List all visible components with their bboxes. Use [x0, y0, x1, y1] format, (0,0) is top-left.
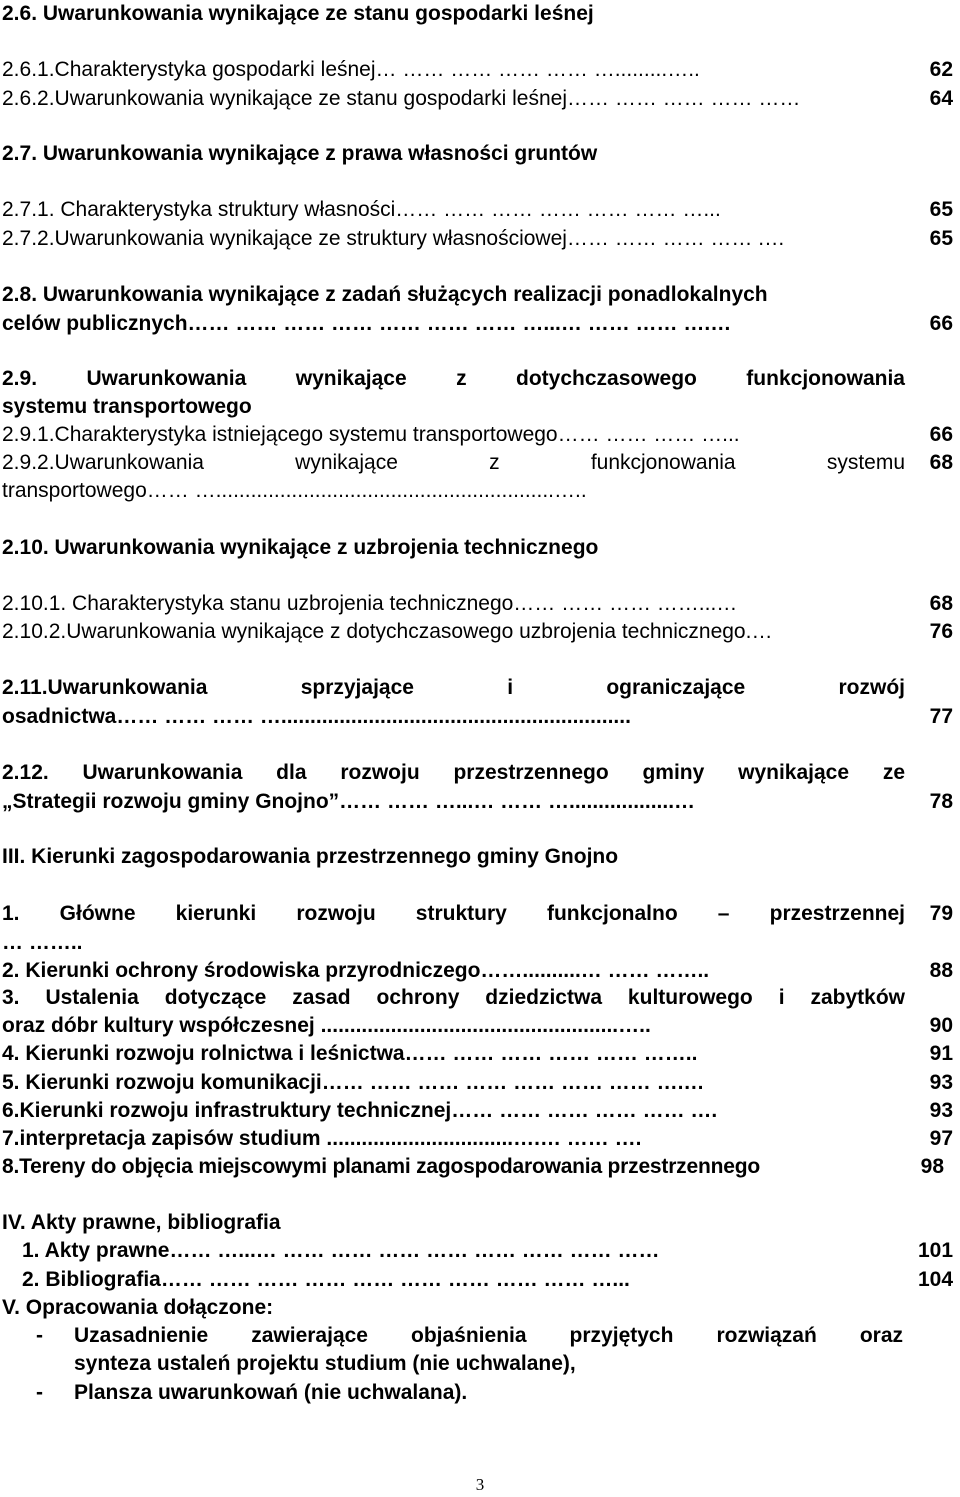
toc-page-III-5: 93	[929, 1071, 953, 1094]
heading-2-8-cont: celów publicznych…… …… …… …… …… …… …… …...… …… …… ….…	[2, 312, 732, 335]
toc-page-III-4: 91	[929, 1042, 953, 1065]
toc-entry-III-2: 2. Kierunki ochrony środowiska przyrodniczego……..........… …… ……..	[2, 959, 710, 982]
toc-entry-2-9-1: 2.9.1.Charakterystyka istniejącego systemu transportowego…… …… …… …...	[2, 423, 740, 446]
heading-2-12-cont: „Strategii rozwoju gminy Gnojno”…… …… …...… …… …..................…	[2, 790, 696, 813]
heading-2-12: 2.12. Uwarunkowania dla rozwoju przestrzennego gminy wynikające ze	[2, 761, 905, 784]
toc-entry-III-3-cont: oraz dóbr kultury współczesnej ...................................................…..	[2, 1014, 651, 1037]
page-number: 3	[475, 1475, 485, 1494]
toc-entry-2-10-2: 2.10.2.Uwarunkowania wynikające z dotychczasowego uzbrojenia technicznego.…	[2, 620, 773, 643]
toc-page-2-9-1: 66	[929, 423, 953, 446]
toc-entry-III-3: 3. Ustalenia dotyczące zasad ochrony dziedzictwa kulturowego i zabytków	[2, 986, 905, 1009]
toc-page-IV-2: 104	[918, 1268, 954, 1291]
list-bullet-dash: -	[36, 1324, 43, 1347]
heading-2-9-cont: systemu transportowego	[2, 395, 252, 418]
toc-page-2-7-2: 65	[929, 227, 953, 250]
toc-entry-IV-1: 1. Akty prawne…… …...… …… …… …… …… …… …… …… ……	[22, 1239, 660, 1262]
toc-page-III-8: 98	[920, 1155, 944, 1178]
toc-page-III-2: 88	[929, 959, 953, 982]
heading-2-11-cont: osadnictwa…… …… …… …............................................................	[2, 705, 631, 728]
toc-entry-III-6: 6.Kierunki rozwoju infrastruktury technicznej…… …… …… …… …… ….	[2, 1099, 718, 1122]
list-item-uzasadnienie-cont: synteza ustaleń projektu studium (nie uchwalane),	[74, 1352, 576, 1375]
toc-page-2-7-1: 65	[929, 198, 953, 221]
toc-page-IV-1: 101	[918, 1239, 954, 1262]
toc-entry-III-7: 7.interpretacja zapisów studium ................................….… …… ….	[2, 1127, 642, 1150]
toc-entry-2-6-2: 2.6.2.Uwarunkowania wynikające ze stanu gospodarki leśnej…… …… …… …… ……	[2, 87, 801, 110]
toc-entry-III-5: 5. Kierunki rozwoju komunikacji…… …… …… …… …… …… …… ….…	[2, 1071, 705, 1094]
toc-page-2-11: 77	[929, 705, 953, 728]
toc-page-2-6-1: 62	[929, 58, 953, 81]
heading-III: III. Kierunki zagospodarowania przestrzennego gminy Gnojno	[2, 845, 619, 868]
toc-entry-2-9-2-cont: transportowego…… …..........................................................…..	[2, 479, 587, 502]
heading-2-8: 2.8. Uwarunkowania wynikające z zadań służących realizacji ponadlokalnych	[2, 283, 768, 306]
toc-page-2-10-1: 68	[929, 592, 953, 615]
heading-2-7: 2.7. Uwarunkowania wynikające z prawa własności gruntów	[2, 142, 598, 165]
heading-V: V. Opracowania dołączone:	[2, 1296, 274, 1319]
toc-page-III-1: 79	[929, 902, 953, 925]
toc-page-2-9-2: 68	[929, 451, 953, 474]
toc-entry-III-1: 1. Główne kierunki rozwoju struktury funkcjonalno – przestrzennej	[2, 902, 905, 925]
heading-2-11: 2.11.Uwarunkowania sprzyjające i ograniczające rozwój	[2, 676, 905, 699]
toc-entry-2-10-1: 2.10.1. Charakterystyka stanu uzbrojenia technicznego…… …… …… ……...…	[2, 592, 738, 615]
heading-2-6: 2.6. Uwarunkowania wynikające ze stanu gospodarki leśnej	[2, 2, 594, 25]
toc-page-2-8: 66	[929, 312, 953, 335]
toc-page-2-12: 78	[929, 790, 953, 813]
toc-entry-2-6-1: 2.6.1.Charakterystyka gospodarki leśnej… …… …… …… …… ….........…..	[2, 58, 700, 81]
toc-page-2-10-2: 76	[929, 620, 953, 643]
list-item-plansza: Plansza uwarunkowań (nie uchwalana).	[74, 1381, 468, 1404]
toc-page-III-3: 90	[929, 1014, 953, 1037]
toc-page-III-6: 93	[929, 1099, 953, 1122]
heading-2-10: 2.10. Uwarunkowania wynikające z uzbrojenia technicznego	[2, 536, 599, 559]
list-bullet-dash: -	[36, 1381, 43, 1404]
toc-entry-III-8: 8.Tereny do objęcia miejscowymi planami zagospodarowania przestrzennego	[2, 1155, 760, 1178]
toc-page-2-6-2: 64	[929, 87, 953, 110]
toc-entry-2-7-1: 2.7.1. Charakterystyka struktury własności…… …… …… …… …… …… …...	[2, 198, 721, 221]
toc-page-III-7: 97	[929, 1127, 953, 1150]
toc-entry-2-7-2: 2.7.2.Uwarunkowania wynikające ze struktury własnościowej…… …… …… …… .…	[2, 227, 786, 250]
list-item-uzasadnienie: Uzasadnienie zawierające objaśnienia przyjętych rozwiązań oraz	[74, 1324, 903, 1347]
heading-IV: IV. Akty prawne, bibliografia	[2, 1211, 281, 1234]
toc-entry-IV-2: 2. Bibliografia…… …… …… …… …… …… …… …… …… …...	[22, 1268, 630, 1291]
heading-2-9: 2.9. Uwarunkowania wynikające z dotychczasowego funkcjonowania	[2, 367, 905, 390]
toc-entry-III-1-cont: … ……..	[2, 931, 83, 954]
toc-entry-III-4: 4. Kierunki rozwoju rolnictwa i leśnictwa…… …… …… …… …… ……..	[2, 1042, 698, 1065]
toc-entry-2-9-2: 2.9.2.Uwarunkowania wynikające z funkcjonowania systemu	[2, 451, 905, 474]
